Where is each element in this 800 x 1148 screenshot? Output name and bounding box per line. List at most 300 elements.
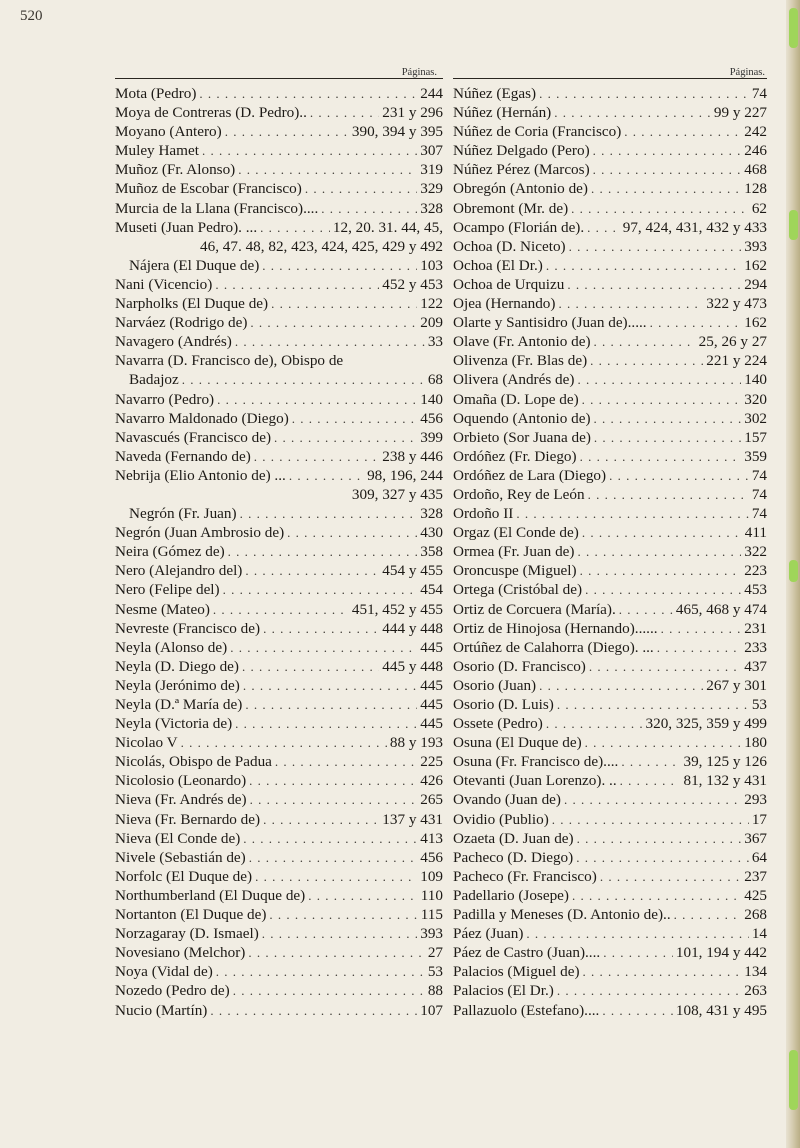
entry-name: Muñoz (Fr. Alonso): [115, 161, 236, 179]
entry-pages: 445: [420, 676, 443, 694]
index-entry: [453, 141, 767, 160]
index-entry: [453, 676, 767, 695]
dot-leader: [263, 619, 379, 638]
dot-leader: [275, 752, 417, 771]
index-entry: [115, 275, 443, 294]
entry-pages: 302: [744, 409, 767, 427]
entry-name: Norfolc (El Duque de): [115, 867, 253, 885]
entry-name: Osorio (D. Luis): [453, 696, 554, 713]
entry-name: Pacheco (Fr. Francisco): [453, 867, 597, 885]
entry-pages: 358: [420, 543, 443, 561]
dot-leader: [233, 981, 425, 1000]
entry-name: Ocampo (Florián de).: [453, 218, 585, 236]
entry-pages: 238 y 446: [382, 447, 443, 465]
dot-leader: [255, 867, 417, 886]
entry-pages: 268: [744, 906, 767, 924]
entry-name: Osuna (Fr. Francisco de)....: [453, 753, 619, 771]
column-rule: [453, 78, 767, 79]
entry-name: Neyla (Alonso de): [115, 638, 228, 656]
dot-leader: [594, 409, 742, 428]
entry-name: Osorio (D. Francisco): [453, 657, 586, 675]
index-entry: [115, 580, 443, 599]
page-edge: [786, 0, 800, 1148]
entry-pages: 17: [751, 810, 767, 828]
index-entry: [453, 542, 767, 561]
index-entry: [453, 504, 767, 523]
entry-pages: 393: [744, 237, 767, 255]
dot-leader: [248, 943, 424, 962]
entry-pages: 425: [744, 886, 767, 904]
index-entry: [453, 905, 767, 924]
entry-name: Norzagaray (D. Ismael): [115, 925, 259, 943]
dot-leader: [594, 332, 696, 351]
entry-name: Muley Hamet: [115, 142, 199, 160]
dot-leader: [215, 275, 379, 294]
index-entry: [453, 218, 767, 237]
entry-pages: 411: [744, 524, 767, 542]
entry-name: Neyla (D.ª María de): [115, 696, 243, 713]
dot-leader: [602, 1001, 673, 1020]
entry-pages: 225: [420, 753, 443, 771]
index-entry: [453, 657, 767, 676]
dot-leader: [308, 886, 418, 905]
entry-name: Negrón (Juan Ambrosio de): [115, 524, 285, 542]
entry-pages: 367: [744, 829, 767, 847]
dot-leader: [585, 733, 742, 752]
dot-leader: [249, 848, 417, 867]
pages-column-header: Páginas.: [729, 67, 765, 78]
entry-pages: 109: [420, 867, 443, 885]
entry-pages: 453: [744, 581, 767, 599]
entry-pages: 110: [420, 886, 443, 904]
entry-name: Neyla (D. Diego de): [115, 657, 239, 675]
index-entry: [115, 313, 443, 332]
entry-pages: 456: [420, 848, 443, 866]
index-entry: [115, 199, 443, 218]
entry-name: Nortanton (El Duque de): [115, 906, 267, 924]
index-entry: [115, 256, 443, 275]
dot-leader: [590, 351, 703, 370]
entry-name: Nani (Vicencio): [115, 275, 213, 293]
entry-pages: 456: [420, 409, 443, 427]
dot-leader: [564, 790, 741, 809]
dot-leader: [619, 600, 673, 619]
entry-name: Ortega (Cristóbal de): [453, 581, 583, 599]
dot-leader: [242, 657, 379, 676]
entry-pages: 162: [744, 314, 767, 332]
index-entry: [453, 390, 767, 409]
entry-name: Ortúñez de Calahorra (Diego). ...: [453, 638, 654, 656]
entry-pages: 430: [420, 524, 443, 542]
index-entry: [115, 619, 443, 638]
index-entry: [453, 179, 767, 198]
index-entry: [115, 447, 443, 466]
index-entry: [115, 160, 443, 179]
entry-name: Northumberland (El Duque de): [115, 886, 306, 904]
entry-name: Nebrija (Elio Antonio de) ...: [115, 466, 286, 484]
index-entry: [115, 676, 443, 695]
entry-pages: 454 y 455: [382, 562, 443, 580]
entry-name: Moya de Contreras (D. Pedro)..: [115, 104, 307, 122]
dot-leader: [571, 199, 749, 218]
entry-pages: 242: [744, 123, 767, 141]
dot-leader: [249, 771, 417, 790]
dot-leader: [199, 84, 417, 103]
index-entry: [453, 714, 767, 733]
entry-pages: 393: [420, 925, 443, 943]
index-entry: [115, 810, 443, 829]
index-entry: [115, 428, 443, 447]
entry-name: Ochoa (D. Niceto): [453, 237, 566, 255]
index-entry: [453, 638, 767, 657]
index-entry: [115, 886, 443, 905]
entry-name: Navarra (D. Francisco de), Obispo de: [115, 352, 344, 370]
dot-leader: [577, 370, 741, 389]
entry-pages: 221 y 224: [706, 352, 767, 370]
index-entry: [115, 924, 443, 943]
entry-pages: 39, 125 y 126: [683, 753, 767, 771]
dot-leader: [292, 409, 417, 428]
entry-pages: 399: [420, 428, 443, 446]
entry-pages: 53: [751, 696, 767, 713]
dot-leader: [245, 695, 417, 714]
entry-pages: 445: [420, 638, 443, 656]
entry-pages: 320: [744, 390, 767, 408]
entry-name: Orbieto (Sor Juana de): [453, 428, 591, 446]
dot-leader: [661, 619, 742, 638]
index-entry: [115, 943, 443, 962]
entry-pages: 444 y 448: [382, 619, 443, 637]
entry-pages: 231 y 296: [382, 104, 443, 122]
dot-leader: [260, 218, 330, 237]
dot-leader: [240, 504, 418, 523]
index-entry: [115, 351, 443, 370]
index-entry: [453, 313, 767, 332]
index-entry: [115, 370, 443, 389]
entry-pages: 81, 132 y 431: [683, 772, 767, 790]
entry-name: Oroncuspe (Miguel): [453, 562, 577, 580]
dot-leader: [526, 924, 748, 943]
entry-pages: 265: [420, 791, 443, 809]
index-entry: [115, 695, 443, 714]
dot-leader: [269, 905, 417, 924]
entry-name: Ochoa (El Dr.): [453, 256, 543, 274]
index-entry: [115, 714, 443, 733]
entry-name: Ochoa de Urquizu: [453, 275, 565, 293]
index-entry: [115, 141, 443, 160]
entry-pages: 209: [420, 314, 443, 332]
index-entry: [115, 218, 443, 237]
dot-leader: [243, 676, 417, 695]
dot-leader: [245, 561, 379, 580]
entry-name: Nieva (El Conde de): [115, 829, 241, 847]
dot-leader: [569, 237, 742, 256]
dot-leader: [546, 256, 741, 275]
entry-pages: 140: [744, 371, 767, 389]
entry-name: Osorio (Juan): [453, 676, 537, 694]
entry-name: Mota (Pedro): [115, 85, 197, 102]
dot-leader: [274, 428, 417, 447]
entry-name: Badajoz: [129, 371, 179, 389]
index-entry: [115, 733, 443, 752]
entry-name: Noya (Vidal de): [115, 963, 213, 981]
entry-name: Navarro (Pedro): [115, 390, 215, 408]
dot-leader: [567, 275, 741, 294]
entry-pages: 137 y 431: [382, 810, 443, 828]
index-entry: [115, 1001, 443, 1020]
dot-leader: [262, 924, 417, 943]
dot-leader: [181, 733, 387, 752]
index-entry: [453, 447, 767, 466]
index-entry: [453, 237, 767, 256]
entry-pages: 88 y 193: [389, 734, 443, 752]
dot-leader: [321, 199, 417, 218]
entry-name: Ovidio (Publio): [453, 810, 549, 828]
dot-leader: [572, 886, 741, 905]
dot-leader: [516, 504, 749, 523]
dot-leader: [591, 179, 741, 198]
index-entry: [453, 561, 767, 580]
entry-name: Nesme (Mateo): [115, 600, 210, 618]
index-entry: [453, 160, 767, 179]
entry-name: Pacheco (D. Diego): [453, 848, 574, 866]
entry-pages: 437: [744, 657, 767, 675]
entry-pages: 162: [744, 256, 767, 274]
entry-pages: 468: [744, 161, 767, 179]
entry-pages: 454: [420, 581, 443, 599]
index-entry: [115, 504, 443, 523]
dot-leader: [609, 466, 749, 485]
index-entry: [453, 466, 767, 485]
entry-pages: 12, 20. 31. 44, 45,: [332, 218, 443, 236]
entry-pages: 62: [751, 199, 767, 217]
index-entry: [115, 790, 443, 809]
index-entry: [115, 409, 443, 428]
index-entry: [453, 275, 767, 294]
dot-leader: [600, 867, 741, 886]
entry-name: Palacios (El Dr.): [453, 982, 554, 1000]
entry-name: Obregón (Antonio de): [453, 180, 588, 198]
entry-pages: 267 y 301: [706, 676, 767, 694]
entry-name: Nicolao V: [115, 734, 178, 752]
entry-name: Ortiz de Hinojosa (Hernando)......: [453, 619, 658, 637]
entry-name: Páez de Castro (Juan)....: [453, 944, 601, 962]
page-number: 520: [20, 8, 43, 24]
entry-name: Ozaeta (D. Juan de): [453, 829, 574, 847]
entry-pages: 128: [744, 180, 767, 198]
entry-pages: 101, 194 y 442: [675, 944, 767, 962]
entry-name: Olave (Fr. Antonio de): [453, 333, 591, 351]
dot-leader: [624, 122, 741, 141]
index-entry: [115, 981, 443, 1000]
entry-pages: 115: [420, 906, 443, 924]
index-entry: [115, 638, 443, 657]
index-entry: [453, 409, 767, 428]
entry-pages: 98, 196, 244: [367, 466, 443, 484]
dot-leader: [650, 313, 742, 332]
entry-name: Navarro Maldonado (Diego): [115, 409, 289, 427]
entry-name: Núñez (Egas): [453, 85, 537, 102]
dot-leader: [589, 657, 741, 676]
entry-pages: 328: [420, 199, 443, 217]
entry-pages: 108, 431 y 495: [675, 1001, 767, 1019]
dot-leader: [262, 256, 417, 275]
entry-name: Palacios (Miguel de): [453, 963, 580, 981]
entry-pages: 390, 394 y 395: [351, 123, 443, 141]
entry-pages: 53: [427, 963, 443, 981]
entry-name: Nero (Felipe del): [115, 581, 220, 599]
entry-name: Nieva (Fr. Andrés de): [115, 791, 247, 809]
index-entry: [453, 829, 767, 848]
index-entry: [115, 523, 443, 542]
entry-name: Pallazuolo (Estefano)....: [453, 1001, 600, 1019]
dot-leader: [289, 466, 364, 485]
index-entry: [453, 962, 767, 981]
dot-leader: [263, 810, 379, 829]
entry-name: Murcia de la Llana (Francisco)....: [115, 199, 319, 217]
entry-pages: 97, 424, 431, 432 y 433: [622, 218, 767, 236]
dot-leader: [587, 218, 620, 237]
entry-pages: 328: [420, 505, 443, 523]
entry-pages: 107: [420, 1001, 443, 1019]
index-entry: [453, 103, 767, 122]
dot-leader: [582, 523, 742, 542]
entry-pages: 33: [427, 333, 443, 351]
entry-pages: 451, 452 y 455: [351, 600, 443, 618]
dot-leader: [539, 676, 703, 695]
dot-leader: [250, 790, 418, 809]
index-entry: [453, 924, 767, 943]
dot-leader: [238, 160, 417, 179]
dot-leader: [243, 829, 417, 848]
index-entry: [453, 370, 767, 389]
dot-leader: [603, 943, 673, 962]
entry-name: Olarte y Santisidro (Juan de).....: [453, 314, 647, 332]
index-entry: [453, 523, 767, 542]
entry-pages: 134: [744, 963, 767, 981]
dot-leader: [539, 84, 749, 103]
entry-name: Núñez de Coria (Francisco): [453, 123, 622, 141]
entry-name: Novesiano (Melchor): [115, 944, 246, 962]
entry-name: Ovando (Juan de): [453, 791, 561, 809]
dot-leader: [552, 810, 749, 829]
entry-pages: 223: [744, 562, 767, 580]
entry-pages: 103: [420, 256, 443, 274]
index-entry: [115, 542, 443, 561]
dot-leader: [554, 103, 711, 122]
entry-name: Ordóñez (Fr. Diego): [453, 447, 577, 465]
entry-name: Negrón (Fr. Juan): [129, 505, 237, 523]
entry-pages: 263: [744, 982, 767, 1000]
index-entry: [115, 752, 443, 771]
entry-pages: 359: [744, 447, 767, 465]
dot-leader: [593, 141, 742, 160]
index-entry: [115, 122, 443, 141]
index-entry: [453, 981, 767, 1000]
entry-name: Nucio (Martín): [115, 1001, 208, 1019]
page-edge-stain: [789, 210, 798, 240]
entry-pages: 307: [420, 142, 443, 160]
dot-leader: [585, 580, 741, 599]
dot-leader: [580, 447, 742, 466]
entry-pages: 180: [744, 734, 767, 752]
dot-leader: [558, 294, 703, 313]
entry-name: Obremont (Mr. de): [453, 199, 569, 217]
index-entry: [115, 466, 443, 485]
entry-pages: 294: [744, 275, 767, 293]
index-entry: [453, 199, 767, 218]
index-column-left: [115, 67, 443, 1020]
index-entry: [453, 943, 767, 962]
dot-leader: [657, 638, 741, 657]
index-entry: [115, 332, 443, 351]
entry-pages: 452 y 453: [382, 275, 443, 293]
index-entry: [115, 848, 443, 867]
dot-leader: [310, 103, 379, 122]
index-entry: [453, 256, 767, 275]
entry-pages: 329: [420, 180, 443, 198]
dot-leader: [621, 752, 680, 771]
index-entry: [115, 600, 443, 619]
entry-name: Narpholks (El Duque de): [115, 295, 269, 313]
entry-pages: 99 y 227: [713, 104, 767, 122]
entry-pages: 233: [744, 638, 767, 656]
index-entry: [115, 657, 443, 676]
entry-name: Neira (Gómez de): [115, 543, 225, 561]
dot-leader: [225, 122, 349, 141]
dot-leader: [216, 962, 425, 981]
index-entry: [115, 867, 443, 886]
index-entry: [453, 848, 767, 867]
index-entry: [115, 294, 443, 313]
page-edge-stain: [789, 8, 798, 48]
dot-leader: [202, 141, 417, 160]
dot-leader: [230, 638, 417, 657]
entry-pages: 445 y 448: [382, 657, 443, 675]
entry-name: Osuna (El Duque de): [453, 734, 582, 752]
entry-name: Nivele (Sebastián de): [115, 848, 246, 866]
dot-leader: [577, 542, 741, 561]
entry-pages: 74: [751, 85, 767, 102]
entry-pages: 68: [427, 371, 443, 389]
dot-leader: [576, 848, 749, 867]
entry-name: Nero (Alejandro del): [115, 562, 243, 580]
dot-leader: [588, 485, 749, 504]
dot-leader: [577, 829, 742, 848]
page-edge-stain: [789, 1050, 798, 1110]
entry-name: Nicolás, Obispo de Padua: [115, 753, 272, 771]
dot-leader: [620, 771, 681, 790]
index-entry: [453, 580, 767, 599]
dot-leader: [235, 332, 425, 351]
index-entry: [115, 179, 443, 198]
index-entry: [453, 351, 767, 370]
entry-pages: 246: [744, 142, 767, 160]
entry-name: Padilla y Meneses (D. Antonio de)..: [453, 906, 671, 924]
entry-name: Ordoño, Rey de León: [453, 485, 585, 503]
entry-name: Olivera (Andrés de): [453, 371, 575, 389]
index-entry: [453, 84, 767, 103]
entry-name: Nicolosio (Leonardo): [115, 772, 247, 790]
page-edge-stain: [789, 560, 798, 582]
index-entry: [115, 237, 443, 256]
entry-name: Neyla (Jerónimo de): [115, 676, 240, 694]
entry-name: Orgaz (El Conde de): [453, 524, 579, 542]
entry-pages: 88: [427, 982, 443, 1000]
entry-name: Ossete (Pedro): [453, 715, 543, 733]
entry-name: Núñez Pérez (Marcos): [453, 161, 590, 179]
entry-pages: 27: [427, 944, 443, 962]
